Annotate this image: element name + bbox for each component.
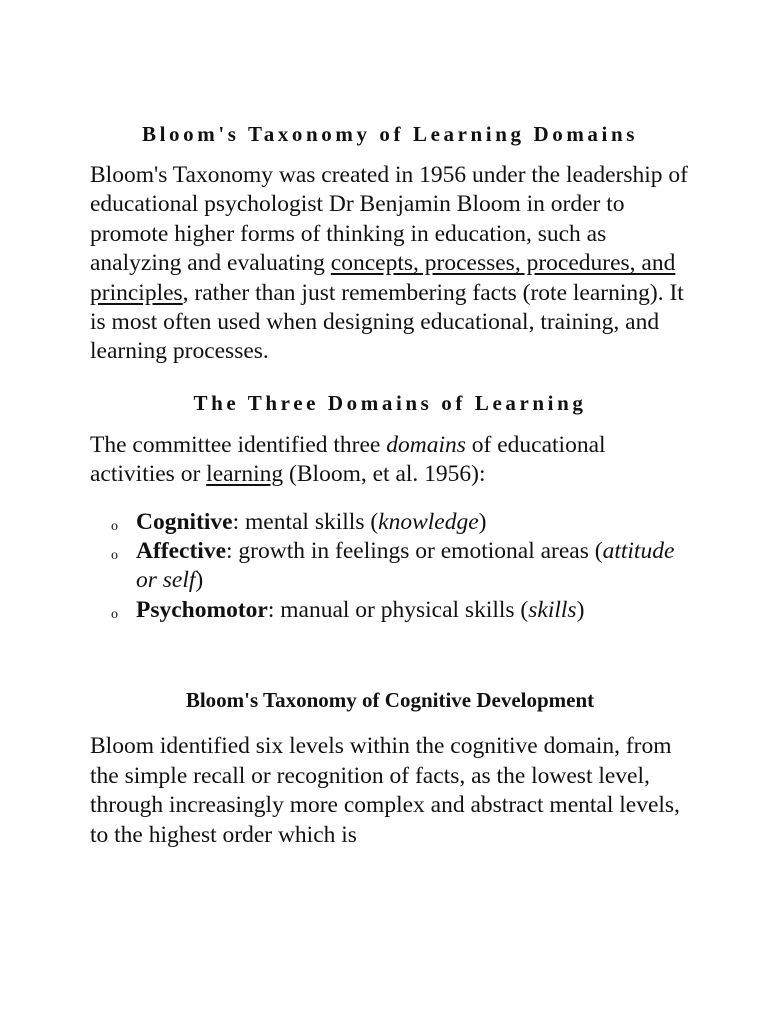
- list-item-affective: [90, 537, 690, 596]
- affective-desc: : growth in feelings or emotional areas (: [226, 538, 603, 565]
- affective-italic: attitude or self: [136, 538, 675, 594]
- committee-text-end: (Bloom, et al. 1956):: [283, 461, 486, 488]
- bullet-icon: o: [111, 518, 118, 534]
- learning-link[interactable]: learning: [206, 461, 284, 488]
- cognitive-italic: knowledge: [378, 508, 479, 535]
- committee-paragraph: [90, 431, 690, 490]
- intro-paragraph: [90, 161, 690, 367]
- intro-text-start: Bloom's Taxonomy was created in 1956 under the leadership of educational psychologist Dr Benjamin Bloom in order to promote higher forms of thinking in education, such as analyzing and evaluating: [90, 162, 688, 277]
- psychomotor-desc: : manual or physical skills (: [267, 596, 529, 623]
- concepts-link[interactable]: concepts, processes, procedures, and principles: [90, 250, 676, 306]
- main-heading: Bloom's Taxonomy of Learning Domains: [142, 122, 638, 146]
- psychomotor-close: ): [576, 596, 585, 623]
- cognitive-term: Cognitive: [136, 508, 233, 535]
- affective-close: ): [195, 567, 204, 594]
- cognitive-close: ): [478, 508, 487, 535]
- domains-word: domains: [386, 431, 466, 458]
- domains-heading: The Three Domains of Learning: [193, 390, 587, 415]
- domains-list: [90, 508, 690, 626]
- committee-text-middle: of educational activities or: [90, 431, 606, 488]
- intro-text-end: , rather than just remembering facts (rote learning). It is most often used when designing educational, training, and learning processes.: [90, 279, 684, 365]
- document-page: [90, 118, 690, 850]
- cognitive-heading: Bloom's Taxonomy of Cognitive Development: [185, 688, 595, 713]
- list-item-psychomotor: [90, 596, 690, 625]
- bullet-icon: o: [111, 606, 118, 622]
- affective-term: Affective: [136, 538, 227, 565]
- cognitive-desc: : mental skills (: [232, 508, 379, 535]
- psychomotor-term: Psychomotor: [136, 596, 268, 623]
- committee-text-start: The committee identified three: [90, 431, 387, 458]
- psychomotor-italic: skills: [528, 596, 577, 623]
- cognitive-paragraph: Bloom identified six levels within the cognitive domain, from the simple recall or recognition of facts, as the lowest level, through increasingly more complex and abstract mental levels, to the highest order which is: [90, 733, 680, 848]
- list-item-cognitive: [90, 508, 690, 537]
- bullet-icon: o: [111, 548, 118, 564]
